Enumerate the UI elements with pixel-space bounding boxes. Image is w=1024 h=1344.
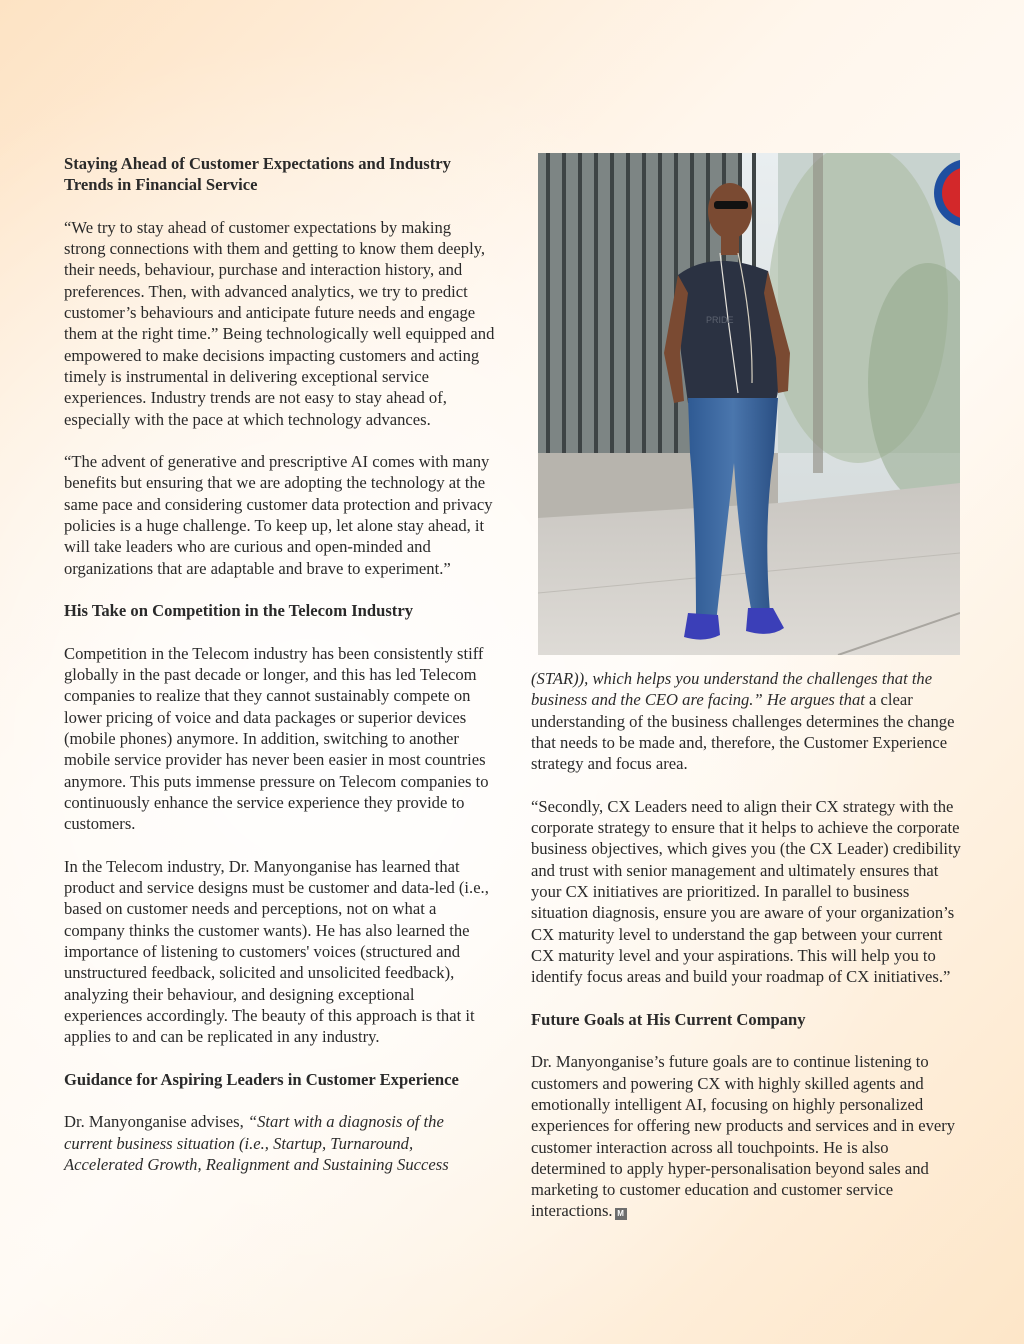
paragraph: Competition in the Telecom industry has been consistently stiff globally in the past decade or longer, and this has led Telecom companies to realize that they cannot sustainably compete on lower pricing of voice and data packages or superior devices (mobile phones) anymore. In addition, switching to another mobile service provider has never been easier in most countries anymore. This puts immense pressure on Telecom companies to continuously enhance the service experience they provide to customers. bbox=[64, 643, 489, 834]
paragraph-lead: Dr. Manyonganise advises, bbox=[64, 1112, 248, 1132]
paragraph: “Secondly, CX Leaders need to align their CX strategy with the corporate strategy to ensure that it helps to achieve the corporate business objectives, which gives you (the CX Leader) credibility and trust with senior management and ultimately ensures that your CX initiatives are prioritized. In parallel to business situation diagnosis, ensure you are aware of your organization’s CX maturity level to understand the gap between your current CX maturity level and your aspirations. This will help you to identify focus areas and build your roadmap of CX initiatives.” bbox=[531, 796, 961, 987]
heading-staying-ahead: Staying Ahead of Customer Expectations and Industry Trends in Financial Service bbox=[64, 154, 451, 195]
paragraph: “We try to stay ahead of customer expectations by making strong connections with them and getting to know them deeply, their needs, behaviour, purchase and interaction history, and preferences. Then, with advanced analytics, we try to predict customer’s behaviours and anticipate future needs and engage them at the right time.” Being technologically well equipped and empowered to make decisions impacting customers and acting timely is instrumental in delivering exceptional service experiences. Industry trends are not easy to stay ahead of, especially with the pace at which technology advances. bbox=[64, 217, 495, 429]
paragraph: “The advent of generative and prescriptive AI comes with many benefits but ensuring that we are adopting the technology at the same pace and considering customer data protection and privacy policies is a huge challenge. To keep up, let alone stay ahead, it will take leaders who are curious and open-minded and organizations that are adaptable and brave to experiment.” bbox=[64, 452, 493, 578]
end-mark-icon: M bbox=[615, 1208, 627, 1220]
heading-future-goals: Future Goals at His Current Company bbox=[531, 1009, 806, 1029]
paragraph-rest: a clear understanding of the business challenges determines the change that needs to be made and, therefore, the Customer Experience strategy and focus area. bbox=[531, 690, 955, 774]
paragraph bbox=[531, 1051, 963, 1221]
heading-competition: His Take on Competition in the Telecom Industry bbox=[64, 601, 413, 621]
paragraph bbox=[531, 668, 963, 774]
right-column bbox=[531, 668, 963, 1222]
quote: (STAR)), which helps you understand the challenges that the business and the CEO are facing.” He argues that bbox=[531, 669, 933, 710]
paragraph-text: Dr. Manyonganise’s future goals are to continue listening to customers and powering CX with highly skilled agents and emotionally intelligent AI, focusing on highly personalized experiences for offering new products and services and in every customer interaction across all touchpoints. He is also determined to apply hyper-personalisation beyond sales and marketing to customer education and customer service interactions. bbox=[531, 1052, 956, 1221]
paragraph bbox=[64, 1111, 496, 1175]
paragraph: In the Telecom industry, Dr. Manyonganise has learned that product and service designs must be customer and data-led (i.e., based on customer needs and perceptions, not on what a company thinks the customer wants). He has also learned the importance of listening to customers' voices (structured and unstructured feedback, solicited and unsolicited feedback), analyzing their behaviour, and designing exceptional experiences accordingly. The beauty of this approach is that it applies to and can be replicated in any industry. bbox=[64, 856, 489, 1047]
svg-text:PRIDE: PRIDE bbox=[706, 315, 734, 325]
left-column bbox=[64, 153, 496, 1175]
heading-guidance: Guidance for Aspiring Leaders in Customer Experience bbox=[64, 1069, 459, 1089]
quote: “Start with a diagnosis of the current business situation (i.e., Startup, Turnaround, Accelerated Growth, Realignment and Sustaining Success bbox=[64, 1112, 449, 1174]
portrait-photo bbox=[538, 153, 960, 655]
